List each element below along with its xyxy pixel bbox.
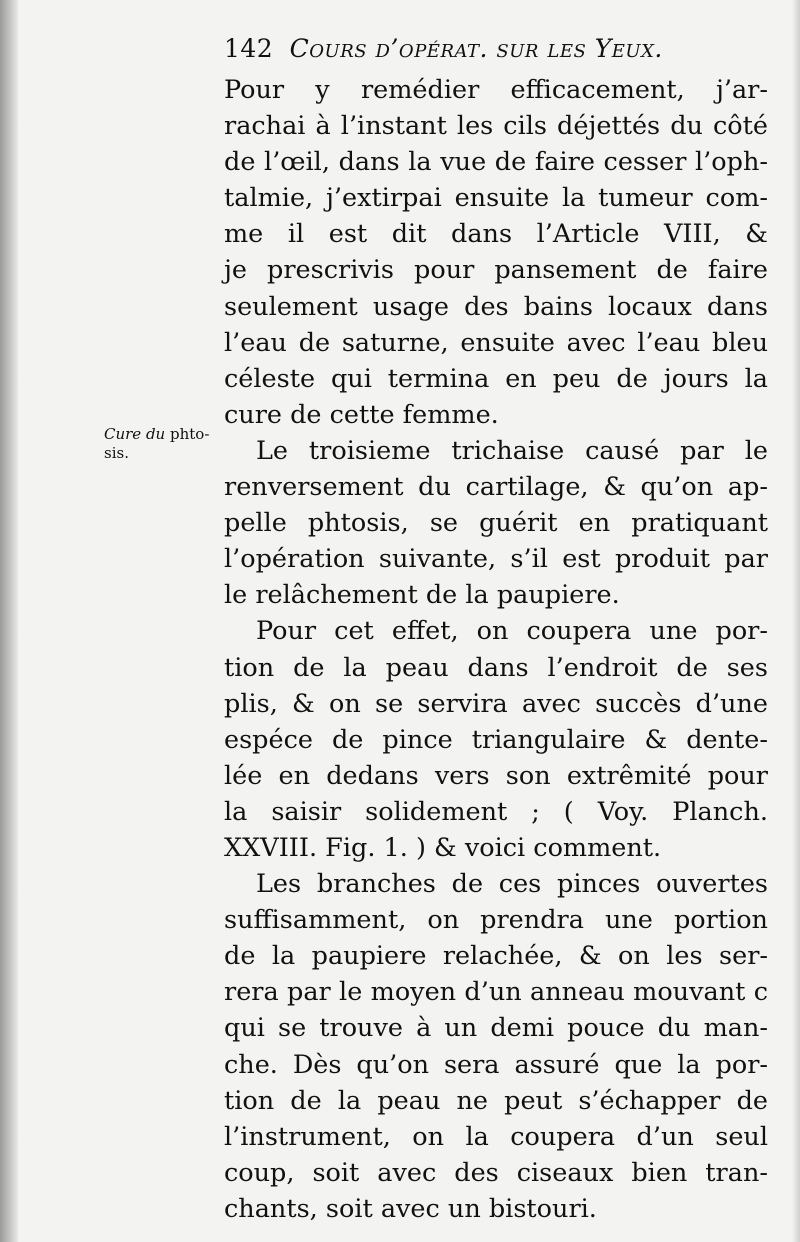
text-line: me il est dit dans l’Article VIII, &	[224, 219, 768, 250]
text-line: renversement du cartilage, & qu’on ap-	[224, 472, 768, 503]
text-line: pelle phtosis, se guérit en pratiquant	[224, 508, 768, 539]
text-line: Pour y remédier efficacement, j’ar-	[224, 75, 768, 105]
text-line: talmie, j’extirpai ensuite la tumeur com-	[224, 183, 768, 214]
text-line: cure de cette femme.	[224, 399, 499, 430]
page-gutter-shadow	[0, 0, 18, 1242]
margin-note-rest: phto-	[170, 425, 210, 443]
text-line: Le troisieme trichaise causé par le	[256, 435, 768, 466]
page-edge	[792, 0, 800, 1242]
margin-note-italic: Cure du	[104, 425, 166, 443]
text-line: rera par le moyen d’un anneau mouvant c	[224, 977, 768, 1008]
body-text	[224, 72, 768, 1227]
text-line: de l’œil, dans la vue de faire cesser l’oph-	[224, 147, 768, 178]
text-line: seulement usage des bains locaux dans	[224, 291, 768, 322]
text-line: tion de la peau ne peut s’échapper de	[224, 1085, 768, 1116]
text-line: céleste qui termina en peu de jours la	[224, 363, 768, 394]
text-line: coup, soit avec des ciseaux bien tran-	[224, 1157, 768, 1188]
text-line: la saisir solidement ; ( Voy. Planch.	[224, 796, 768, 827]
text-line: suffisamment, on prendra une portion	[224, 905, 768, 936]
running-title: Cours d’opérat. sur les Yeux.	[289, 34, 663, 63]
text-line: l’opération suivante, s’il est produit par	[224, 544, 768, 575]
text-line: Pour cet effet, on coupera une por-	[256, 616, 768, 647]
text-line: l’instrument, on la coupera d’un seul	[224, 1121, 768, 1152]
margin-note	[104, 425, 222, 463]
text-line: espéce de pince triangulaire & dente-	[224, 724, 768, 755]
text-line: je prescrivis pour pansement de faire	[224, 255, 768, 286]
text-line: le relâchement de la paupiere.	[224, 580, 620, 611]
text-line: l’eau de saturne, ensuite avec l’eau bleu	[224, 327, 768, 358]
text-line: che. Dès qu’on sera assuré que la por-	[224, 1049, 768, 1080]
text-line: de la paupiere relachée, & on les ser-	[224, 941, 768, 972]
running-header	[224, 34, 784, 63]
text-line: chants, soit avec un bistouri.	[224, 1193, 597, 1224]
text-line: XXVIII. Fig. 1. ) & voici comment.	[224, 832, 662, 863]
text-line: qui se trouve à un demi pouce du man-	[224, 1013, 768, 1044]
text-line: tion de la peau dans l’endroit de ses	[224, 652, 768, 683]
text-line: plis, & on se servira avec succès d’une	[224, 688, 768, 719]
text-line: lée en dedans vers son extrêmité pour	[224, 760, 768, 791]
text-line: rachai à l’instant les cils déjettés du côté	[224, 111, 768, 142]
text-line: Les branches de ces pinces ouvertes	[256, 869, 768, 900]
margin-note-line2: sis.	[104, 444, 129, 462]
page-number: 142	[224, 34, 274, 63]
